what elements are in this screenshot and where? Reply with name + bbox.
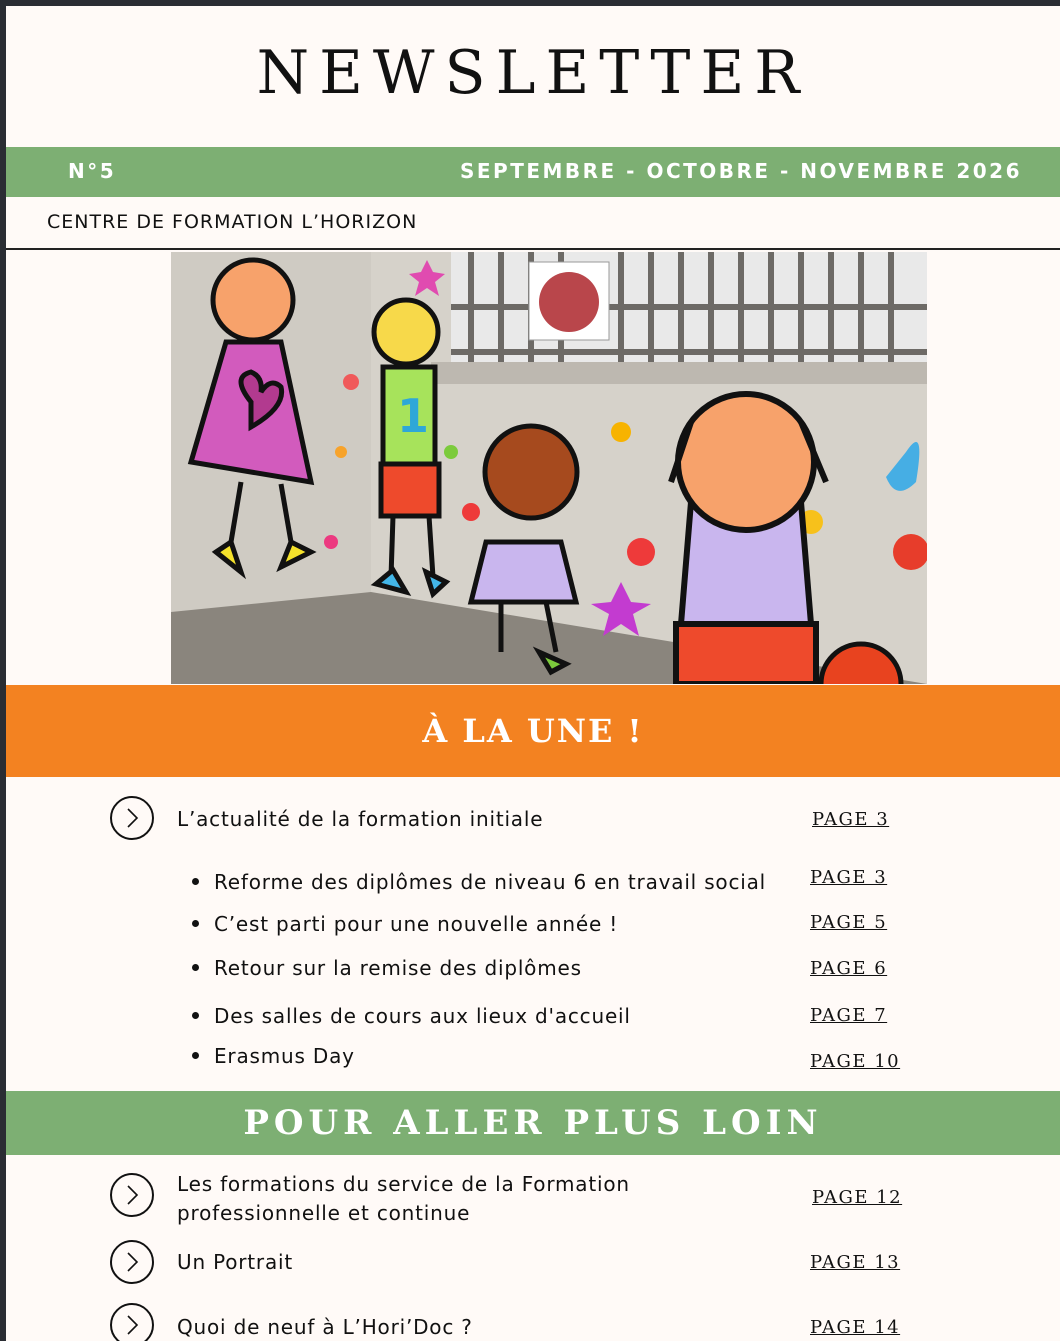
issue-dates: SEPTEMBRE - OCTOBRE - NOVEMBRE 2026 [459, 159, 1022, 183]
une-item-label: Erasmus Day [214, 1044, 355, 1068]
une-item-page-link[interactable]: PAGE 10 [810, 1051, 901, 1072]
loin-banner: POUR ALLER PLUS LOIN [6, 1091, 1060, 1155]
une-item-label: Des salles de cours aux lieux d'accueil [214, 1004, 631, 1028]
une-item-page-link[interactable]: PAGE 6 [810, 958, 888, 979]
loin-item-label: Un Portrait [177, 1250, 293, 1274]
loin-item-page-link[interactable]: PAGE 13 [810, 1252, 901, 1273]
loin-item-page-link[interactable]: PAGE 12 [812, 1187, 903, 1208]
organization-name: CENTRE DE FORMATION L’HORIZON [47, 211, 418, 233]
bullet-marker [192, 920, 199, 927]
chevron-right-icon[interactable] [110, 1240, 154, 1284]
une-main-label: L’actualité de la formation initiale [177, 807, 544, 831]
header-divider [6, 248, 1060, 250]
loin-item-label-line: professionnelle et continue [177, 1201, 471, 1225]
une-main-page-link[interactable]: PAGE 3 [812, 809, 890, 830]
cover-photo [171, 252, 927, 684]
bullet-marker [192, 878, 199, 885]
newsletter-title: NEWSLETTER [256, 38, 810, 108]
une-item-label: C’est parti pour une nouvelle année ! [214, 912, 619, 936]
chevron-right-icon[interactable] [110, 796, 154, 840]
une-item-page-link[interactable]: PAGE 3 [810, 867, 888, 888]
loin-item-page-link[interactable]: PAGE 14 [810, 1317, 901, 1338]
loin-item-label: Quoi de neuf à L’Hori’Doc ? [177, 1315, 473, 1339]
graffiti-wall-illustration [171, 252, 927, 684]
chevron-right-icon[interactable] [110, 1303, 154, 1341]
une-banner: À LA UNE ! [6, 685, 1060, 777]
une-item-label: Reforme des diplômes de niveau 6 en travail social [214, 870, 767, 894]
une-item-page-link[interactable]: PAGE 5 [810, 912, 888, 933]
svg-text:1: 1 [397, 389, 430, 443]
bullet-marker [192, 1012, 199, 1019]
issue-number: N°5 [68, 159, 117, 183]
issue-bar [6, 147, 1060, 197]
bullet-marker [192, 1052, 199, 1059]
loin-item-label [177, 1170, 630, 1228]
newsletter-page [6, 6, 1060, 1341]
loin-item-label-line: Les formations du service de la Formation [177, 1172, 630, 1196]
bullet-marker [192, 964, 199, 971]
une-item-label: Retour sur la remise des diplômes [214, 956, 582, 980]
chevron-right-icon[interactable] [110, 1173, 154, 1217]
une-item-page-link[interactable]: PAGE 7 [810, 1005, 888, 1026]
